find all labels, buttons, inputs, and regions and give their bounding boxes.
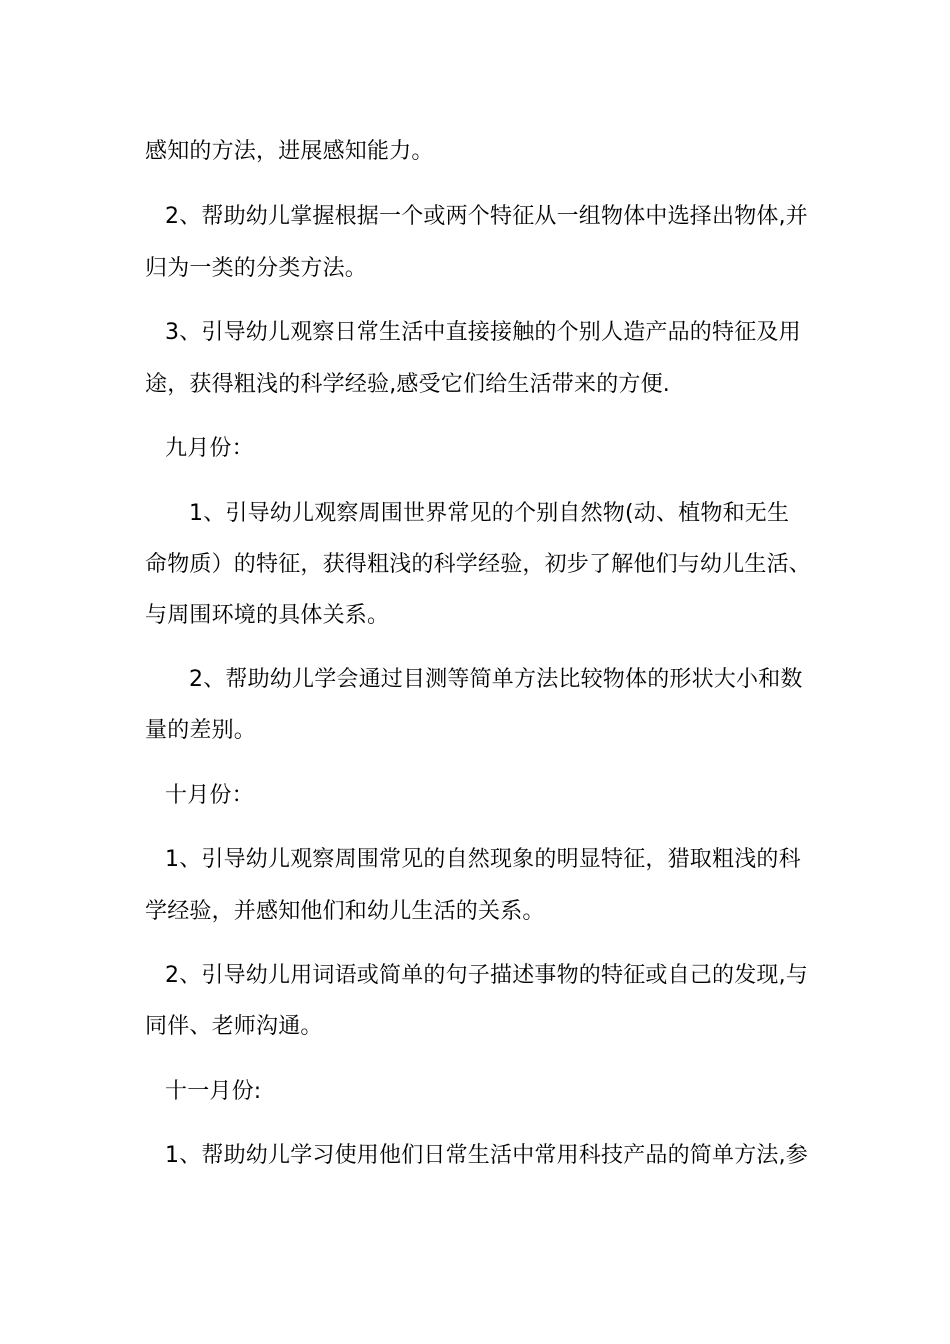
- paragraph-line: 2、帮助幼儿学会通过目测等简单方法比较物体的形状大小和数: [189, 667, 803, 692]
- paragraph-line: 1、帮助幼儿学习使用他们日常生活中常用科技产品的简单方法,参: [165, 1143, 808, 1168]
- paragraph-line: 同伴、老师沟通。: [145, 1014, 323, 1039]
- paragraph-line: 命物质）的特征，获得粗浅的科学经验，初步了解他们与幼儿生活、: [145, 552, 812, 577]
- paragraph-line: 1、引导幼儿观察周围世界常见的个别自然物(动、植物和无生: [189, 501, 790, 526]
- paragraph-line: 归为一类的分类方法。: [145, 256, 368, 281]
- paragraph-line: 学经验，并感知他们和幼儿生活的关系。: [145, 899, 545, 924]
- section-heading: 十月份：: [165, 783, 254, 808]
- section-heading: 十一月份:: [165, 1079, 262, 1104]
- paragraph-line: 途，获得粗浅的科学经验,感受它们给生活带来的方便.: [145, 372, 670, 397]
- paragraph-line: 3、引导幼儿观察日常生活中直接接触的个别人造产品的特征及用: [165, 320, 801, 345]
- paragraph-line: 1、引导幼儿观察周围常见的自然现象的明显特征，猎取粗浅的科: [165, 847, 801, 872]
- paragraph-line: 与周围环境的具体关系。: [145, 603, 390, 628]
- paragraph-line: 感知的方法，进展感知能力。: [145, 139, 434, 164]
- paragraph-line: 2、帮助幼儿掌握根据一个或两个特征从一组物体中选择出物体,并: [165, 204, 808, 229]
- paragraph-line: 2、引导幼儿用词语或简单的句子描述事物的特征或自己的发现,与: [165, 963, 808, 988]
- paragraph-line: 量的差别。: [145, 718, 257, 743]
- section-heading: 九月份：: [165, 436, 254, 461]
